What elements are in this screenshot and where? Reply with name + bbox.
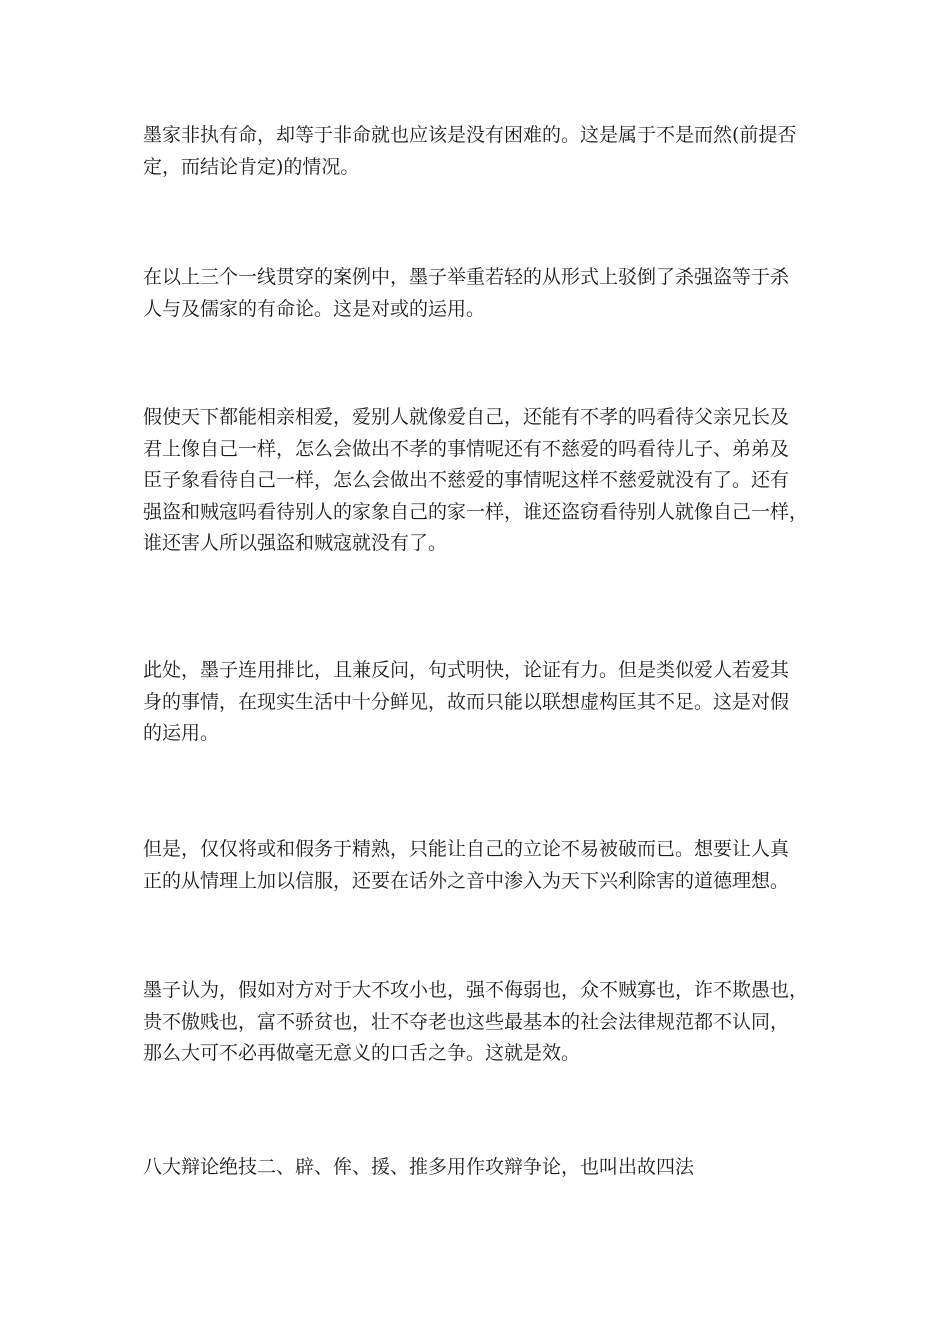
paragraph-1	[143, 120, 823, 183]
paragraph-line: 正的从情理上加以信服，还要在话外之音中渗入为天下兴利除害的道德理想。	[143, 869, 790, 892]
paragraph-line: 那么大可不必再做毫无意义的口舌之争。这就是效。	[143, 1042, 581, 1064]
paragraph-line: 的运用。	[143, 722, 220, 744]
paragraph-line: 强盗和贼寇吗看待别人的家象自己的家一样，谁还盗窃看待别人就像自己一样，	[143, 500, 809, 523]
paragraph-2	[143, 262, 823, 325]
paragraph-line: 在以上三个一线贯穿的案例中，墨子举重若轻的从形式上驳倒了杀强盗等于杀	[143, 266, 790, 288]
paragraph-line: 君上像自己一样，怎么会做出不孝的事情呢还有不慈爱的吗看待儿子、弟弟及	[143, 437, 790, 460]
paragraph-line: 人与及儒家的有命论。这是对或的运用。	[143, 297, 486, 320]
paragraph-6	[143, 975, 823, 1070]
paragraph-line: 臣子象看待自己一样，怎么会做出不慈爱的事情呢这样不慈爱就没有了。还有	[143, 469, 790, 491]
paragraph-3	[143, 402, 823, 560]
paragraph-line: 墨子认为，假如对方对于大不攻小也，强不侮弱也，众不贼寡也，诈不欺愚也，	[143, 979, 809, 1001]
paragraph-line: 但是，仅仅将或和假务于精熟，只能让自己的立论不易被破而已。想要让人真	[143, 838, 790, 860]
paragraph-line: 谁还害人所以强盗和贼寇就没有了。	[143, 532, 448, 554]
paragraph-line: 八大辩论绝技二、辟、侔、援、推多用作攻辩争论，也叫出故四法	[143, 1156, 695, 1178]
paragraph-line: 身的事情，在现实生活中十分鲜见，故而只能以联想虚构匡其不足。这是对假	[143, 690, 790, 713]
paragraph-line: 墨家非执有命，却等于非命就也应该是没有困难的。这是属于不是而然(前提否	[143, 124, 797, 146]
paragraph-line: 此处，墨子连用排比，且兼反问，句式明快，论证有力。但是类似爱人若爱其	[143, 659, 790, 681]
paragraph-line: 假使天下都能相亲相爱，爱别人就像爱自己，还能有不孝的吗看待父亲兄长及	[143, 406, 790, 428]
paragraph-line: 定，而结论肯定)的情况。	[143, 155, 360, 178]
paragraph-line: 贵不傲贱也，富不骄贫也，壮不夺老也这些最基本的社会法律规范都不认同，	[143, 1010, 790, 1033]
paragraph-7	[143, 1152, 823, 1184]
paragraph-5	[143, 834, 823, 897]
paragraph-4	[143, 655, 823, 750]
